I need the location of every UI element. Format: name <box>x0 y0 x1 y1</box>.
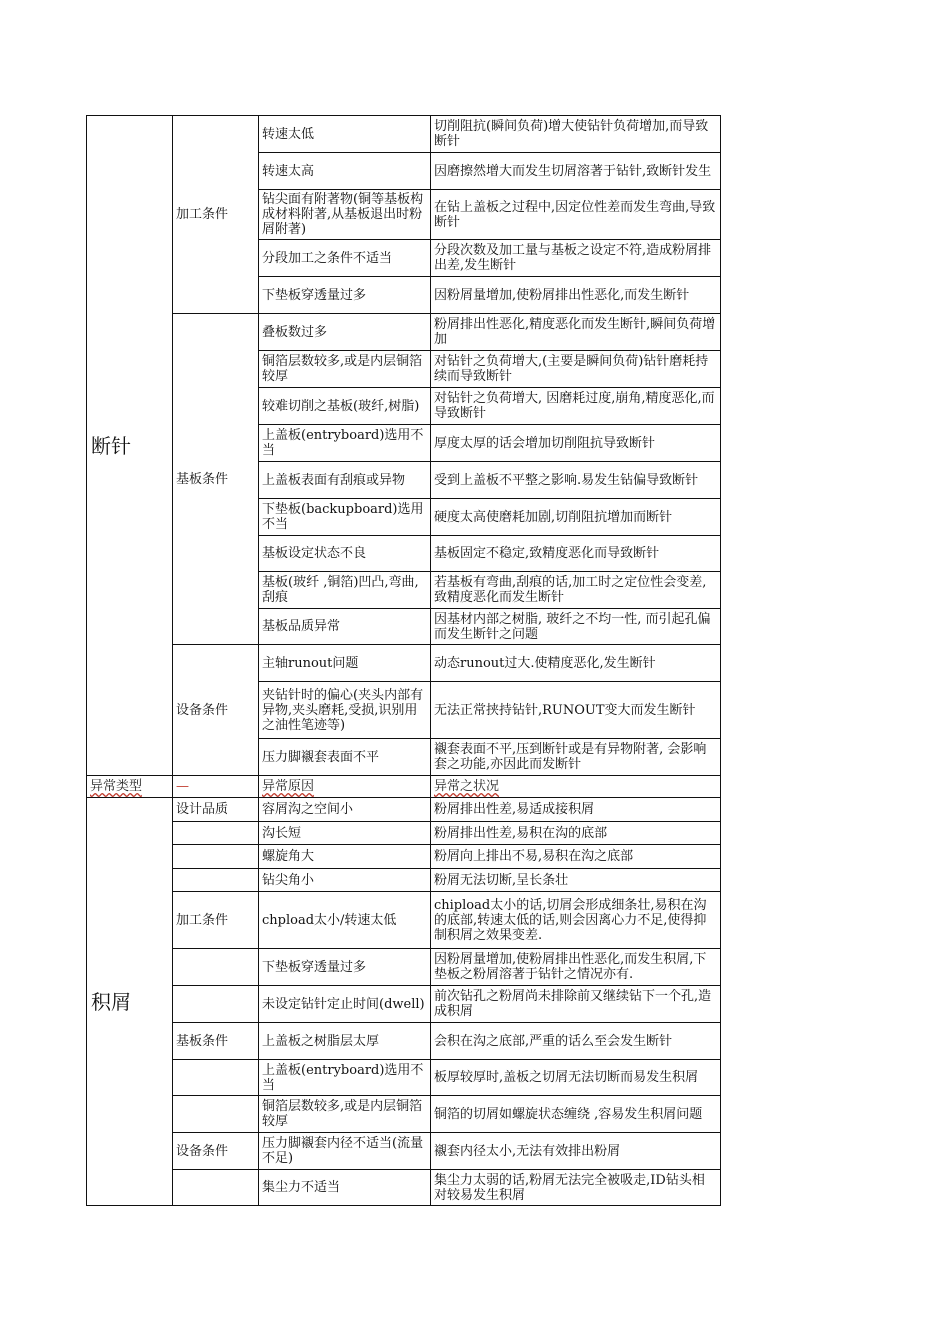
effect-cell: 基板固定不稳定,致精度恶化而导致断针 <box>431 536 721 572</box>
cause-cell: 夹钻针时的偏心(夹头内部有异物,夹头磨耗,受损,识别用之油性笔迹等) <box>259 682 431 739</box>
condition-category-cell: 设备条件 <box>173 1133 259 1170</box>
condition-category-cell <box>173 1170 259 1206</box>
effect-cell: 板厚较厚时,盖板之切屑无法切断而易发生积屑 <box>431 1060 721 1096</box>
effect-cell: 粉屑向上排出不易,易积在沟之底部 <box>431 845 721 869</box>
condition-category-cell <box>173 986 259 1023</box>
condition-category-cell <box>173 822 259 845</box>
condition-category-cell <box>173 1060 259 1096</box>
effect-cell: 前次钻孔之粉屑尚未排除前又继续钻下一个孔,造成积屑 <box>431 986 721 1023</box>
condition-category-cell <box>173 949 259 986</box>
effect-cell: 分段次数及加工量与基板之设定不符,造成粉屑排出差,发生断针 <box>431 240 721 277</box>
cause-cell: 钻尖角小 <box>259 869 431 892</box>
effect-cell: 硬度太高使磨耗加剧,切削阻抗增加而断针 <box>431 499 721 536</box>
condition-category-cell: 基板条件 <box>173 1023 259 1060</box>
condition-category-cell: 基板条件 <box>173 314 259 645</box>
column-header-row <box>87 776 721 798</box>
defect-type-cell: 积屑 <box>87 798 173 1206</box>
effect-cell: 因基材内部之树脂, 玻纤之不均一性, 而引起孔偏而发生断针之问题 <box>431 609 721 645</box>
effect-cell: 在钻上盖板之过程中,因定位性差而发生弯曲,导致断针 <box>431 190 721 240</box>
effect-cell: 动态runout过大.使精度恶化,发生断针 <box>431 645 721 682</box>
effect-cell: 因粉屑量增加,使粉屑排出性恶化,而发生积屑,下垫板之粉屑溶著于钻针之情况亦有. <box>431 949 721 986</box>
table-row <box>87 1096 721 1133</box>
table-row <box>87 869 721 892</box>
troubleshooting-sheet <box>86 115 720 1206</box>
cause-cell: 较难切削之基板(玻纤,树脂) <box>259 388 431 425</box>
cause-cell: 转速太高 <box>259 153 431 190</box>
effect-cell: 无法正常挟持钻针,RUNOUT变大而发生断针 <box>431 682 721 739</box>
effect-cell: 对钻针之负荷增大,(主要是瞬间负荷)钻针磨耗持续而导致断针 <box>431 351 721 388</box>
table-row <box>87 1060 721 1096</box>
effect-cell: 襯套表面不平,压到断针或是有异物附著, 会影响套之功能,亦因此而发断针 <box>431 739 721 776</box>
effect-cell: 若基板有弯曲,刮痕的话,加工时之定位性会变差,致精度恶化而发生断针 <box>431 572 721 609</box>
table-row <box>87 314 721 351</box>
cause-cell: 沟长短 <box>259 822 431 845</box>
cause-cell: 基板品质异常 <box>259 609 431 645</box>
defect-type-cell: 断针 <box>87 116 173 776</box>
effect-cell: 粉屑排出性恶化,精度恶化而发生断针,瞬间负荷增加 <box>431 314 721 351</box>
condition-category-cell <box>173 1096 259 1133</box>
condition-category-cell: 加工条件 <box>173 116 259 314</box>
cause-cell: 集尘力不适当 <box>259 1170 431 1206</box>
effect-cell: 粉屑无法切断,呈长条壮 <box>431 869 721 892</box>
cause-cell: 容屑沟之空间小 <box>259 798 431 822</box>
cause-cell: 螺旋角大 <box>259 845 431 869</box>
effect-cell: 铜箔的切屑如螺旋状态缠绕 ,容易发生积屑问题 <box>431 1096 721 1133</box>
effect-cell: 对钻针之负荷增大, 因磨耗过度,崩角,精度恶化,而导致断针 <box>431 388 721 425</box>
cause-cell: 铜箔层数较多,或是内层铜箔较厚 <box>259 351 431 388</box>
condition-category-cell: 设计品质 <box>173 798 259 822</box>
table-row <box>87 1170 721 1206</box>
effect-cell: 粉屑排出性差,易适成接积屑 <box>431 798 721 822</box>
effect-cell: 因磨擦然增大而发生切屑溶著于钻针,致断针发生 <box>431 153 721 190</box>
condition-category-cell <box>173 845 259 869</box>
header-effect: 异常之状况 <box>431 776 721 798</box>
condition-category-cell: 加工条件 <box>173 892 259 949</box>
cause-cell: 上盖板表面有刮痕或异物 <box>259 462 431 499</box>
table-row <box>87 116 721 153</box>
cause-cell: 未设定钻针定止时间(dwell) <box>259 986 431 1023</box>
cause-cell: 下垫板穿透量过多 <box>259 949 431 986</box>
effect-cell: 切削阻抗(瞬间负荷)增大使钻针负荷增加,而导致断针 <box>431 116 721 153</box>
table-row <box>87 822 721 845</box>
table-row <box>87 645 721 682</box>
effect-cell: 襯套内径太小,无法有效排出粉屑 <box>431 1133 721 1170</box>
effect-cell: 会积在沟之底部,严重的话么至会发生断针 <box>431 1023 721 1060</box>
cause-cell: 下垫板(backupboard)选用不当 <box>259 499 431 536</box>
cause-cell: 上盖板(entryboard)选用不当 <box>259 425 431 462</box>
drill-defect-table <box>86 115 721 1206</box>
cause-cell: 钻尖面有附著物(铜等基板构成材料附著,从基板退出时粉屑附著) <box>259 190 431 240</box>
cause-cell: 上盖板之树脂层太厚 <box>259 1023 431 1060</box>
table-row <box>87 949 721 986</box>
cause-cell: 压力脚襯套内径不适当(流量不足) <box>259 1133 431 1170</box>
cause-cell: 基板设定状态不良 <box>259 536 431 572</box>
cause-cell: 叠板数过多 <box>259 314 431 351</box>
header-category: — <box>173 776 259 798</box>
table-row <box>87 798 721 822</box>
effect-cell: 受到上盖板不平整之影响.易发生钻偏导致断针 <box>431 462 721 499</box>
cause-cell: 铜箔层数较多,或是内层铜箔较厚 <box>259 1096 431 1133</box>
effect-cell: 因粉屑量增加,使粉屑排出性恶化,而发生断针 <box>431 277 721 314</box>
condition-category-cell <box>173 869 259 892</box>
effect-cell: 集尘力太弱的话,粉屑无法完全被吸走,ID钻头相对较易发生积屑 <box>431 1170 721 1206</box>
table-row <box>87 1133 721 1170</box>
table-row <box>87 986 721 1023</box>
cause-cell: 分段加工之条件不适当 <box>259 240 431 277</box>
table-row <box>87 1023 721 1060</box>
table-row <box>87 845 721 869</box>
effect-cell: 粉屑排出性差,易积在沟的底部 <box>431 822 721 845</box>
header-cause: 异常原因 <box>259 776 431 798</box>
cause-cell: 基板(玻纤 ,铜箔)凹凸,弯曲,刮痕 <box>259 572 431 609</box>
cause-cell: chpload太小/转速太低 <box>259 892 431 949</box>
cause-cell: 主轴runout问题 <box>259 645 431 682</box>
header-type: 异常类型 <box>87 776 173 798</box>
condition-category-cell: 设备条件 <box>173 645 259 776</box>
effect-cell: chipload太小的话,切屑会形成细条壮,易积在沟 的底部,转速太低的话,则会因离心力不足,使得抑制积屑之效果变差. <box>431 892 721 949</box>
cause-cell: 上盖板(entryboard)选用不当 <box>259 1060 431 1096</box>
effect-cell: 厚度太厚的话会增加切削阻抗导致断针 <box>431 425 721 462</box>
cause-cell: 下垫板穿透量过多 <box>259 277 431 314</box>
cause-cell: 压力脚襯套表面不平 <box>259 739 431 776</box>
table-row <box>87 892 721 949</box>
cause-cell: 转速太低 <box>259 116 431 153</box>
